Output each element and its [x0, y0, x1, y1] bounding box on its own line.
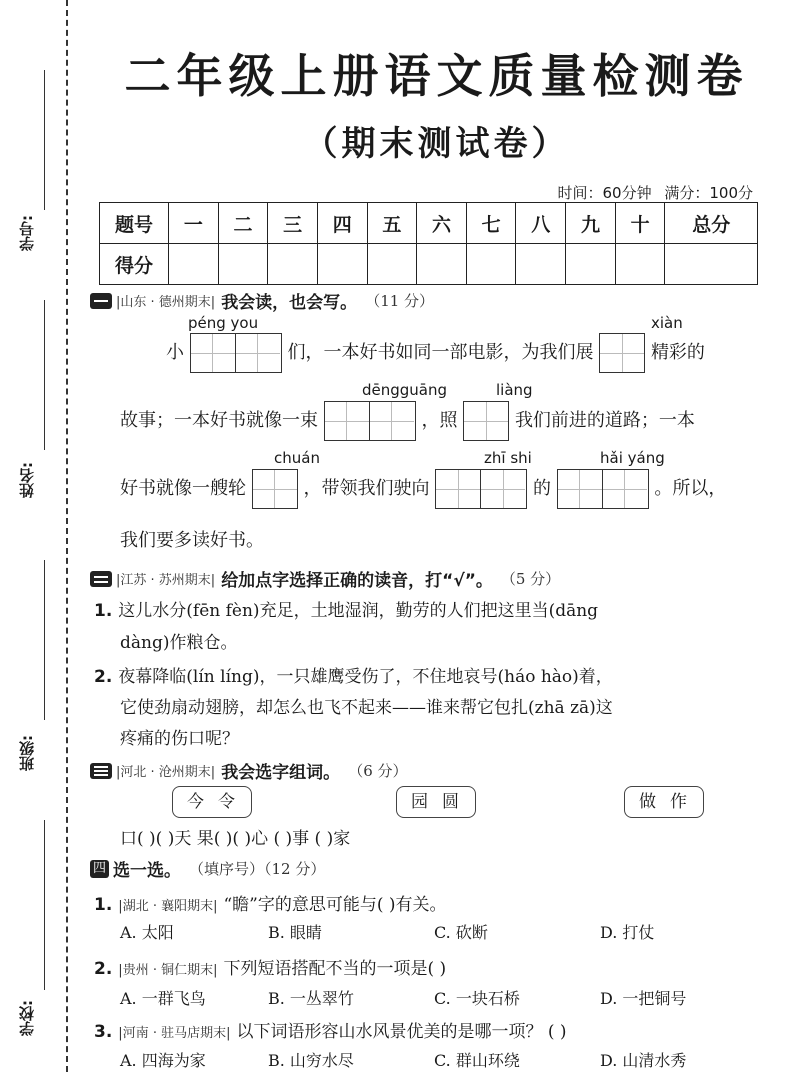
char-choice-chip: 园圆 [396, 786, 476, 818]
section-source: |山东 · 德州期末| [116, 295, 216, 310]
question-4-1 [94, 890, 447, 915]
question-2-2-cont: 疼痛的伤口呢？ [120, 729, 239, 749]
question-2-2-cont[interactable]: 它使劲扇动翅膀，却怎么也飞不起来——谁来帮它包扎(zhā zā)这 [120, 698, 613, 718]
question-number: 1. [94, 895, 113, 915]
score-table [99, 202, 758, 285]
question-number: 1. [94, 601, 113, 621]
student-no-label: 学号: [18, 215, 36, 251]
score-header-cell: 一 [169, 203, 219, 244]
section-number-one-icon [90, 293, 112, 309]
score-row-label: 得分 [100, 244, 169, 285]
question-4-2 [94, 954, 446, 979]
question-number: 2. [94, 667, 113, 687]
question-source: |贵州 · 铜仁期末| [118, 963, 218, 978]
option-a[interactable]: A. 四海为家 [120, 1051, 206, 1070]
section-number-three-icon [90, 763, 112, 779]
section-points: （填序号）（12 分） [189, 860, 326, 878]
section-title: 我会读，也会写。 [221, 293, 358, 313]
question-source: |河南 · 驻马店期末| [118, 1026, 231, 1041]
question-4-3 [94, 1017, 567, 1042]
score-header-cell: 题号 [100, 203, 169, 244]
question-source: |湖北 · 襄阳期末| [118, 899, 218, 914]
school-line[interactable] [44, 820, 45, 990]
pinyin-label: dēngguāng [362, 381, 448, 399]
score-cell[interactable] [566, 244, 616, 285]
option-a[interactable]: A. 一群飞鸟 [120, 989, 206, 1008]
option-c[interactable]: C. 一块石桥 [434, 989, 520, 1008]
text-segment: 故事；一本好书就像一束 [120, 410, 318, 431]
text-segment: 们，一本好书如同一部电影，为我们展 [287, 342, 594, 363]
text-segment: ，照 [421, 410, 458, 431]
exam-full-score: 满分：100分 [664, 184, 753, 202]
section-title: 选一选。 [113, 861, 182, 881]
score-cell[interactable] [417, 244, 467, 285]
question-text[interactable]: “瞻”字的意思可能与( )有关。 [223, 895, 447, 915]
writing-grid[interactable] [324, 401, 416, 441]
score-header-cell: 三 [268, 203, 318, 244]
text-segment: 好书就像一艘轮 [120, 478, 246, 499]
question-number: 3. [94, 1022, 113, 1042]
score-header-cell: 九 [566, 203, 616, 244]
page-subtitle: （期末测试卷） [303, 124, 570, 164]
writing-grid[interactable] [599, 333, 645, 373]
pinyin-label: xiàn [651, 314, 683, 332]
option-d[interactable]: D. 打仗 [600, 923, 655, 942]
writing-grid[interactable] [463, 401, 509, 441]
score-value-row [100, 244, 758, 285]
text-segment: 精彩的 [650, 342, 705, 363]
section-number-four-icon: 四 [90, 860, 109, 878]
writing-grid[interactable] [252, 469, 298, 509]
section-4-heading [90, 856, 325, 881]
score-cell[interactable] [268, 244, 318, 285]
score-cell[interactable] [169, 244, 219, 285]
option-d[interactable]: D. 山清水秀 [600, 1051, 687, 1070]
score-cell[interactable] [218, 244, 268, 285]
name-label: 姓名: [18, 462, 36, 498]
option-c[interactable]: C. 群山环绕 [434, 1051, 520, 1070]
score-header-cell: 二 [218, 203, 268, 244]
question-2-1 [94, 596, 598, 621]
option-c[interactable]: C. 砍断 [434, 923, 488, 942]
section-1-heading [90, 288, 434, 313]
school-label: 学校: [18, 1000, 36, 1036]
writing-grid[interactable] [190, 333, 282, 373]
score-cell[interactable] [317, 244, 367, 285]
pinyin-label: zhī shi [484, 449, 532, 467]
char-choice-chip: 今令 [172, 786, 252, 818]
text-segment: 。所以， [654, 478, 727, 499]
score-header-cell: 八 [516, 203, 566, 244]
section-title: 给加点字选择正确的读音，打“√”。 [221, 571, 493, 591]
section-points: （11 分） [365, 292, 435, 310]
section-3-heading [90, 758, 408, 783]
score-cell[interactable] [665, 244, 758, 285]
score-cell[interactable] [466, 244, 516, 285]
score-header-cell: 六 [417, 203, 467, 244]
pinyin-label: liàng [496, 381, 533, 399]
text-segment: 的 [532, 478, 551, 499]
page-title: 二年级上册语文质量检测卷 [124, 49, 749, 103]
score-cell[interactable] [367, 244, 417, 285]
question-text[interactable]: 夜幕降临(lín líng)，一只雄鹰受伤了，不住地哀号(háo hào)着， [118, 667, 613, 687]
writing-grid[interactable] [435, 469, 527, 509]
section-source: |江苏 · 苏州期末| [116, 573, 216, 588]
section-number-two-icon [90, 571, 112, 587]
pinyin-label: hǎi yáng [600, 449, 665, 467]
text-line [120, 469, 726, 509]
question-number: 2. [94, 959, 113, 979]
score-header-cell: 七 [466, 203, 516, 244]
class-label: 班级: [18, 735, 36, 771]
score-cell[interactable] [615, 244, 665, 285]
student-no-line[interactable] [44, 70, 45, 210]
writing-grid[interactable] [557, 469, 649, 509]
question-text[interactable]: 这儿水分(fēn fèn)充足，土地湿润，勤劳的人们把这里当(dāng [118, 601, 599, 621]
text-segment: 我们前进的道路；一本 [514, 410, 695, 431]
question-2-1-cont[interactable]: dàng)作粮仓。 [120, 633, 238, 653]
name-line[interactable] [44, 300, 45, 450]
text-line [166, 333, 705, 373]
section-points: （5 分） [500, 570, 561, 588]
option-a[interactable]: A. 太阳 [120, 923, 174, 942]
score-header-row [100, 203, 758, 244]
text-segment: ，带领我们驶向 [303, 478, 430, 499]
question-2-2 [94, 662, 613, 687]
score-header-cell: 十 [615, 203, 665, 244]
pinyin-label: chuán [274, 449, 320, 467]
option-b[interactable]: B. 一丛翠竹 [268, 989, 354, 1008]
word-fill-row[interactable]: 口( )( )天 果( )( )心 ( )事 ( )家 [120, 829, 351, 849]
text-segment: 小 [166, 342, 184, 363]
option-b[interactable]: B. 山穷水尽 [268, 1051, 354, 1070]
score-cell[interactable] [516, 244, 566, 285]
pinyin-label: péng you [188, 314, 259, 332]
score-header-cell: 五 [367, 203, 417, 244]
score-header-cell: 总分 [665, 203, 758, 244]
option-b[interactable]: B. 眼睛 [268, 923, 322, 942]
score-header-cell: 四 [317, 203, 367, 244]
text-line: 我们要多读好书。 [120, 530, 264, 551]
section-points: （6 分） [348, 762, 408, 780]
section-2-heading [90, 566, 560, 591]
exam-time: 时间：60分钟 [557, 184, 652, 202]
section-title: 我会选字组词。 [221, 763, 341, 783]
class-line[interactable] [44, 560, 45, 720]
char-choice-chip: 做作 [624, 786, 704, 818]
exam-meta [549, 182, 753, 203]
text-line [120, 401, 695, 441]
binding-dashed-line [66, 0, 68, 1072]
option-d[interactable]: D. 一把铜号 [600, 989, 687, 1008]
question-text[interactable]: 以下词语形容山水风景优美的是哪一项？ ( ) [236, 1022, 567, 1042]
section-source: |河北 · 沧州期末| [116, 765, 216, 780]
question-text[interactable]: 下列短语搭配不当的一项是( ) [223, 959, 447, 979]
